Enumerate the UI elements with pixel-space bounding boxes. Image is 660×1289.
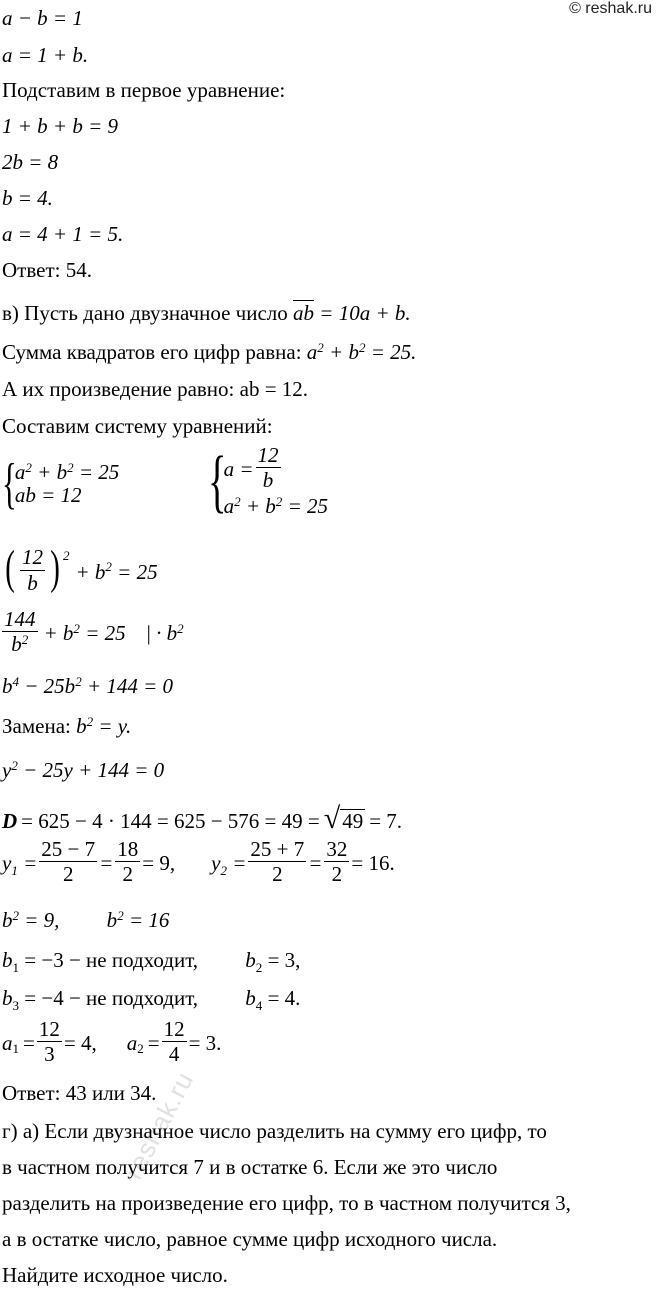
answer-2: Ответ: 43 или 34. bbox=[2, 1081, 157, 1105]
v-rest: = 10a + b. bbox=[319, 301, 411, 325]
a2-den: 4 bbox=[168, 1042, 180, 1067]
problem-g-line-2: в частном получится 7 и в остатке 6. Если же это число bbox=[2, 1155, 498, 1179]
eq-line-2: a = 1 + b. bbox=[2, 43, 89, 67]
frac-12-num: 12 bbox=[21, 545, 43, 570]
y1-num1: 25 − 7 bbox=[41, 837, 96, 861]
problem-g-line-3: разделить на произведение его цифр, то в частном получится 3, bbox=[2, 1191, 571, 1215]
text-line-substitute: Подставим в первое уравнение: bbox=[2, 78, 286, 102]
eq-discriminant: D = 625 − 4 · 144 = 625 − 576 = 49 = √ 49 = 7. bbox=[2, 802, 403, 835]
system-1: { $a^2 + b^2 = 25$ ab = 12 bbox=[2, 453, 120, 515]
faint-watermark: reshak.ru bbox=[118, 1066, 200, 1185]
y2-num2: 32 bbox=[326, 837, 348, 861]
eq-line-5: 2b = 8 bbox=[2, 150, 59, 174]
text-line-product: А их произведение равно: ab = 12. bbox=[2, 377, 309, 401]
eq-line-14: ( $\frac{12}{b}$ ) $^2$ + $b^2 = 25$ bbox=[5, 541, 158, 595]
eq-line-6: b = 4. bbox=[2, 186, 53, 210]
answer-1: Ответ: 54. bbox=[2, 258, 92, 282]
y1-den2: 2 bbox=[122, 862, 134, 887]
watermark-text: © reshak.ru bbox=[569, 0, 652, 17]
a1-num: 12 bbox=[38, 1017, 60, 1041]
a1-result: = 4, bbox=[63, 1031, 97, 1056]
eq-line-15: $\frac{144}{b^2}$ + $b^2 = 25$ | · $b^2$ bbox=[4, 607, 184, 657]
a2-num: 12 bbox=[163, 1017, 185, 1041]
text-line-substitution: Замена: $b^2 = y$. bbox=[2, 713, 132, 738]
eq-line-1: a − b = 1 bbox=[2, 6, 83, 30]
y2-num1: 25 + 7 bbox=[250, 837, 305, 861]
v-text: в) Пусть дано двузначное число bbox=[2, 301, 288, 325]
sqrt-49: 49 bbox=[342, 808, 364, 833]
frac-b-den: b bbox=[27, 570, 38, 595]
sys2-den: b bbox=[262, 468, 274, 493]
sum-squares-text: Сумма квадратов его цифр равна: bbox=[2, 340, 302, 364]
ab-overline: ab bbox=[293, 301, 315, 325]
frac-144-num: 144 bbox=[4, 607, 36, 631]
problem-g-line-5: Найдите исходное число. bbox=[2, 1263, 228, 1287]
text-line-v bbox=[2, 303, 411, 324]
problem-g-line-1: г) а) Если двузначное число разделить на сумму его цифр, то bbox=[2, 1119, 547, 1143]
sys2-num: 12 bbox=[257, 443, 279, 467]
eq-line-b3-b4: $b_3 = -4$ − не подходит, $b_4 = 4$. bbox=[2, 986, 301, 1013]
eq-roots-y: $y_1$ = $\frac{25 - 7}{2}$ = $\frac{18}{2}$ = 9, $y_2$ = $\frac{25 + 7}{2}$ = $\frac{32}{2}$ = 16. bbox=[2, 837, 395, 887]
y1-den1: 2 bbox=[62, 862, 74, 887]
sys2-a: a = bbox=[223, 457, 254, 482]
text-line-sum-squares: Сумма квадратов его цифр равна: $a^2 + b^2 = 25$. bbox=[2, 339, 417, 364]
a2-result: = 3. bbox=[188, 1031, 222, 1056]
eq-line-18: $y^2 - 25y + 144 = 0$ bbox=[2, 757, 165, 782]
eq-line-16: $b^4 - 25b^2 + 144 = 0$ bbox=[2, 673, 174, 698]
y1-num2: 18 bbox=[117, 837, 139, 861]
eq-line-7: a = 4 + 1 = 5. bbox=[2, 222, 124, 246]
eq-line-4: 1 + b + b = 9 bbox=[2, 114, 119, 138]
y2-result: = 16. bbox=[351, 851, 395, 876]
disc-result: = 7. bbox=[369, 809, 403, 833]
system-2: { a = $\frac{12}{b}$ $a^2 + b^2 = 25$ bbox=[208, 443, 328, 521]
eq-line-b-squared: $b^2 = 9$, $b^2 = 16$ bbox=[2, 907, 170, 932]
eq-line-b1-b2: $b_1 = -3$ − не подходит, $b_2 = 3$, bbox=[2, 948, 301, 975]
text-line-system: Составим систему уравнений: bbox=[2, 414, 273, 438]
y1-result: = 9, bbox=[142, 851, 176, 876]
a1-den: 3 bbox=[44, 1042, 55, 1067]
eq-a1-a2: a $_1$ = $\frac{12}{3}$ = 4, a $_2$ = $\frac{12}{4}$ = 3. bbox=[2, 1017, 222, 1067]
problem-g-line-4: а в остатке число, равное сумме цифр исходного числа. bbox=[2, 1227, 498, 1251]
